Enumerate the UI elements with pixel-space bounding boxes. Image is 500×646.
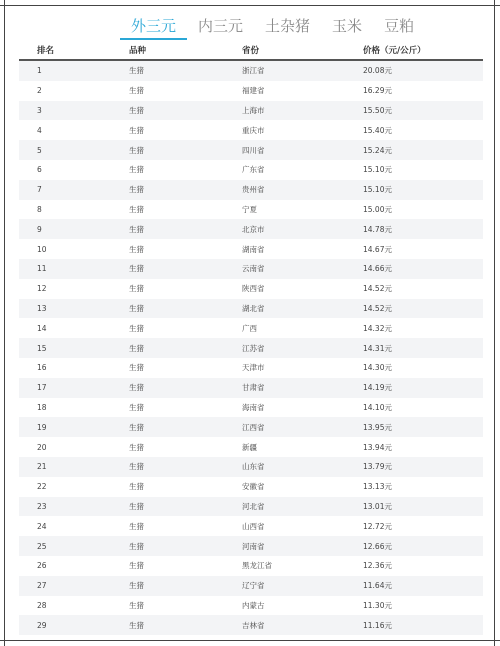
variety-cell: 生猪 xyxy=(129,521,144,531)
price-cell: 15.50元 xyxy=(363,105,392,115)
tab-2[interactable]: 土杂猪 xyxy=(265,17,311,35)
table-row xyxy=(19,219,483,239)
rank-cell: 12 xyxy=(37,284,47,294)
rank-cell: 22 xyxy=(37,482,47,492)
table-row xyxy=(19,180,483,200)
province-cell: 福建省 xyxy=(242,86,265,96)
tab-1[interactable]: 内三元 xyxy=(198,17,244,35)
table-row xyxy=(19,378,483,398)
rank-cell: 20 xyxy=(37,442,47,452)
province-cell: 内蒙古 xyxy=(242,600,265,610)
price-cell: 13.95元 xyxy=(363,422,392,432)
province-cell: 河南省 xyxy=(242,541,265,551)
table-row xyxy=(19,516,483,536)
variety-cell: 生猪 xyxy=(129,284,144,294)
price-cell: 14.66元 xyxy=(363,264,392,274)
province-cell: 甘肃省 xyxy=(242,383,265,393)
price-cell: 14.31元 xyxy=(363,343,392,353)
rank-cell: 29 xyxy=(37,620,47,630)
price-cell: 11.30元 xyxy=(363,600,392,610)
province-cell: 江苏省 xyxy=(242,343,265,353)
rank-cell: 10 xyxy=(37,244,47,254)
rank-cell: 8 xyxy=(37,204,42,214)
table-row xyxy=(19,239,483,259)
rank-cell: 17 xyxy=(37,383,47,393)
rank-cell: 25 xyxy=(37,541,47,551)
variety-cell: 生猪 xyxy=(129,620,144,630)
table-row xyxy=(19,556,483,576)
province-cell: 重庆市 xyxy=(242,125,265,135)
province-cell: 黑龙江省 xyxy=(242,561,272,571)
rank-cell: 24 xyxy=(37,521,47,531)
province-cell: 广西 xyxy=(242,323,257,333)
province-cell: 吉林省 xyxy=(242,620,265,630)
province-cell: 陕西省 xyxy=(242,284,265,294)
table-row xyxy=(19,160,483,180)
price-cell: 14.52元 xyxy=(363,284,392,294)
table-row xyxy=(19,358,483,378)
rank-cell: 16 xyxy=(37,363,47,373)
rank-cell: 19 xyxy=(37,422,47,432)
rank-cell: 21 xyxy=(37,462,47,472)
province-cell: 北京市 xyxy=(242,224,265,234)
frame-bottom-line xyxy=(0,640,500,641)
rank-cell: 5 xyxy=(37,145,42,155)
variety-cell: 生猪 xyxy=(129,442,144,452)
rank-cell: 9 xyxy=(37,224,42,234)
table-row xyxy=(19,437,483,457)
province-cell: 安徽省 xyxy=(242,482,265,492)
table-row xyxy=(19,497,483,517)
price-cell: 14.30元 xyxy=(363,363,392,373)
variety-cell: 生猪 xyxy=(129,383,144,393)
price-cell: 15.40元 xyxy=(363,125,392,135)
variety-cell: 生猪 xyxy=(129,303,144,313)
price-cell: 13.79元 xyxy=(363,462,392,472)
table-body xyxy=(19,61,483,635)
province-cell: 新疆 xyxy=(242,442,257,452)
province-cell: 山东省 xyxy=(242,462,265,472)
price-cell: 13.01元 xyxy=(363,501,392,511)
rank-cell: 28 xyxy=(37,600,47,610)
price-cell: 14.78元 xyxy=(363,224,392,234)
variety-cell: 生猪 xyxy=(129,66,144,76)
rank-cell: 7 xyxy=(37,185,42,195)
price-cell: 14.19元 xyxy=(363,383,392,393)
table-row xyxy=(19,398,483,418)
variety-cell: 生猪 xyxy=(129,244,144,254)
rank-cell: 3 xyxy=(37,105,42,115)
variety-cell: 生猪 xyxy=(129,343,144,353)
category-tabs xyxy=(120,14,425,40)
province-cell: 湖北省 xyxy=(242,303,265,313)
province-cell: 浙江省 xyxy=(242,66,265,76)
table-row xyxy=(19,477,483,497)
rank-cell: 11 xyxy=(37,264,47,274)
variety-cell: 生猪 xyxy=(129,561,144,571)
variety-cell: 生猪 xyxy=(129,323,144,333)
rank-cell: 4 xyxy=(37,125,42,135)
variety-cell: 生猪 xyxy=(129,600,144,610)
rank-cell: 26 xyxy=(37,561,47,571)
variety-cell: 生猪 xyxy=(129,145,144,155)
frame-left-line xyxy=(4,0,5,646)
header-province: 省份 xyxy=(242,46,260,56)
rank-cell: 27 xyxy=(37,581,47,591)
province-cell: 江西省 xyxy=(242,422,265,432)
table-row xyxy=(19,120,483,140)
price-cell: 14.32元 xyxy=(363,323,392,333)
price-cell: 14.10元 xyxy=(363,402,392,412)
tab-0[interactable]: 外三元 xyxy=(120,14,187,40)
frame-top-line xyxy=(0,5,500,6)
variety-cell: 生猪 xyxy=(129,204,144,214)
variety-cell: 生猪 xyxy=(129,581,144,591)
variety-cell: 生猪 xyxy=(129,462,144,472)
price-cell: 15.10元 xyxy=(363,185,392,195)
price-cell: 12.36元 xyxy=(363,561,392,571)
table-row xyxy=(19,576,483,596)
table-row xyxy=(19,457,483,477)
variety-cell: 生猪 xyxy=(129,185,144,195)
variety-cell: 生猪 xyxy=(129,422,144,432)
price-cell: 16.29元 xyxy=(363,86,392,96)
table-row xyxy=(19,536,483,556)
frame-right-line xyxy=(494,0,495,646)
province-cell: 宁夏 xyxy=(242,204,257,214)
rank-cell: 6 xyxy=(37,165,42,175)
table-row xyxy=(19,81,483,101)
rank-cell: 18 xyxy=(37,402,47,412)
price-cell: 12.72元 xyxy=(363,521,392,531)
price-cell: 13.94元 xyxy=(363,442,392,452)
price-cell: 14.52元 xyxy=(363,303,392,313)
price-cell: 15.10元 xyxy=(363,165,392,175)
province-cell: 辽宁省 xyxy=(242,581,265,591)
table-row xyxy=(19,279,483,299)
variety-cell: 生猪 xyxy=(129,165,144,175)
table-row xyxy=(19,615,483,635)
price-cell: 15.00元 xyxy=(363,204,392,214)
price-cell: 15.24元 xyxy=(363,145,392,155)
variety-cell: 生猪 xyxy=(129,501,144,511)
variety-cell: 生猪 xyxy=(129,264,144,274)
table-row xyxy=(19,259,483,279)
table-row xyxy=(19,338,483,358)
price-cell: 14.67元 xyxy=(363,244,392,254)
table-row xyxy=(19,200,483,220)
variety-cell: 生猪 xyxy=(129,86,144,96)
rank-cell: 1 xyxy=(37,66,42,76)
rank-cell: 13 xyxy=(37,303,47,313)
variety-cell: 生猪 xyxy=(129,125,144,135)
header-price: 价格（元/公斤） xyxy=(363,46,426,56)
province-cell: 天津市 xyxy=(242,363,265,373)
province-cell: 山西省 xyxy=(242,521,265,531)
rank-cell: 14 xyxy=(37,323,47,333)
rank-cell: 15 xyxy=(37,343,47,353)
variety-cell: 生猪 xyxy=(129,224,144,234)
table-row xyxy=(19,61,483,81)
province-cell: 上海市 xyxy=(242,105,265,115)
price-cell: 20.08元 xyxy=(363,66,392,76)
header-rank: 排名 xyxy=(37,46,55,56)
table-row xyxy=(19,318,483,338)
price-ranking-table xyxy=(19,41,483,635)
province-cell: 广东省 xyxy=(242,165,265,175)
province-cell: 云南省 xyxy=(242,264,265,274)
table-header xyxy=(19,41,483,61)
variety-cell: 生猪 xyxy=(129,363,144,373)
province-cell: 四川省 xyxy=(242,145,265,155)
price-cell: 12.66元 xyxy=(363,541,392,551)
province-cell: 海南省 xyxy=(242,402,265,412)
tab-3[interactable]: 玉米 xyxy=(332,17,363,35)
price-cell: 11.16元 xyxy=(363,620,392,630)
variety-cell: 生猪 xyxy=(129,482,144,492)
rank-cell: 23 xyxy=(37,501,47,511)
rank-cell: 2 xyxy=(37,86,42,96)
variety-cell: 生猪 xyxy=(129,105,144,115)
province-cell: 河北省 xyxy=(242,501,265,511)
price-cell: 13.13元 xyxy=(363,482,392,492)
variety-cell: 生猪 xyxy=(129,402,144,412)
province-cell: 湖南省 xyxy=(242,244,265,254)
table-row xyxy=(19,596,483,616)
table-row xyxy=(19,417,483,437)
variety-cell: 生猪 xyxy=(129,541,144,551)
price-cell: 11.64元 xyxy=(363,581,392,591)
table-row xyxy=(19,101,483,121)
province-cell: 贵州省 xyxy=(242,185,265,195)
table-row xyxy=(19,140,483,160)
tab-4[interactable]: 豆粕 xyxy=(384,17,415,35)
header-variety: 品种 xyxy=(129,46,147,56)
table-row xyxy=(19,299,483,319)
